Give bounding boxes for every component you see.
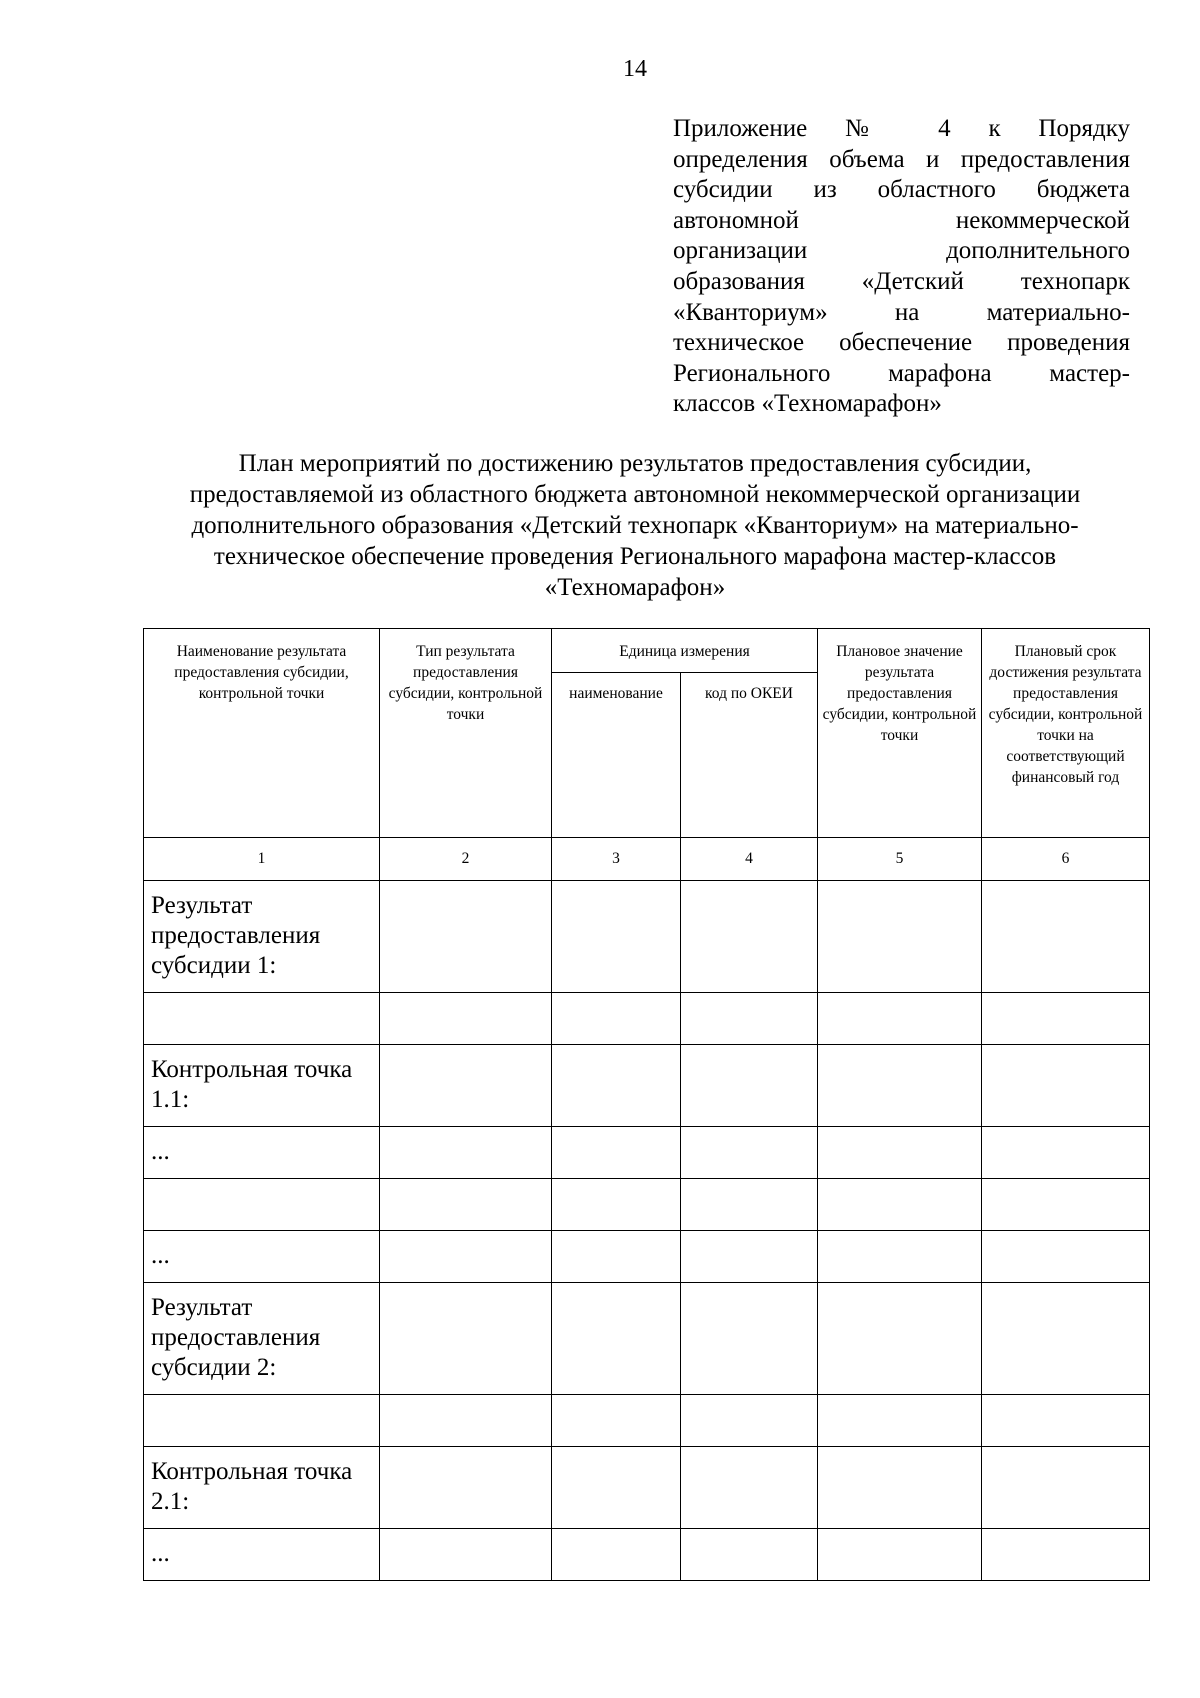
table-row	[144, 1045, 1150, 1127]
appendix-line: определения объема и предоставления	[673, 145, 1130, 173]
row-label: Контрольная точка 2.1:	[144, 1447, 380, 1529]
appendix-note	[673, 114, 1130, 420]
header-result-name: Наименование результата предоставления субсидии, контрольной точки	[144, 629, 380, 838]
appendix-line: субсидии из областного бюджета	[673, 176, 1130, 204]
appendix-line: «Кванториум» на материально-	[673, 298, 1130, 326]
row-label: Результат предоставления субсидии 2:	[144, 1283, 380, 1395]
title-line: «Техномарафон»	[544, 574, 726, 601]
title-line: техническое обеспечение проведения Регионального марафона мастер-классов	[213, 543, 1057, 570]
header-planned-value: Плановое значение результата предоставления субсидии, контрольной точки	[818, 629, 982, 838]
column-number: 4	[681, 838, 818, 881]
title-line: План мероприятий по достижению результатов предоставления субсидии,	[238, 450, 1032, 477]
table-row	[144, 1231, 1150, 1283]
table-row	[144, 1447, 1150, 1529]
appendix-line: автономной некоммерческой	[673, 206, 1130, 234]
row-label: ...	[144, 1231, 380, 1283]
header-planned-date: Плановый срок достижения результата предоставления субсидии, контрольной точки на соответствующий финансовый год	[982, 629, 1150, 838]
table-row	[144, 1529, 1150, 1581]
row-label: Результат предоставления субсидии 1:	[144, 881, 380, 993]
appendix-line: образования «Детский технопарк	[673, 267, 1130, 295]
row-label: ...	[144, 1529, 380, 1581]
page-number: 14	[623, 56, 647, 82]
table-row	[144, 1283, 1150, 1395]
header-unit-code: код по ОКЕИ	[681, 673, 818, 838]
row-label	[144, 1395, 380, 1447]
appendix-line: техническое обеспечение проведения	[673, 329, 1130, 357]
column-number: 5	[818, 838, 982, 881]
title-line: предоставляемой из областного бюджета автономной некоммерческой организации	[189, 481, 1081, 508]
appendix-line: Приложение № 4 к Порядку	[673, 115, 1130, 142]
header-unit-name: наименование	[552, 673, 681, 838]
title-line: дополнительного образования «Детский технопарк «Кванториум» на материально-	[191, 512, 1079, 539]
plan-table	[143, 628, 1150, 1581]
column-number: 2	[380, 838, 552, 881]
row-label	[144, 1179, 380, 1231]
row-label: Контрольная точка 1.1:	[144, 1045, 380, 1127]
table-row	[144, 1395, 1150, 1447]
row-label	[144, 993, 380, 1045]
appendix-line: классов «Техномарафон»	[673, 390, 942, 418]
column-number: 3	[552, 838, 681, 881]
row-label: ...	[144, 1127, 380, 1179]
header-unit: Единица измерения	[552, 629, 818, 673]
appendix-line: Регионального марафона мастер-	[673, 359, 1130, 387]
header-result-type: Тип результата предоставления субсидии, контрольной точки	[380, 629, 552, 838]
column-number: 1	[144, 838, 380, 881]
column-number: 6	[982, 838, 1150, 881]
table-row	[144, 1127, 1150, 1179]
table-row	[144, 881, 1150, 993]
appendix-line: организации дополнительного	[673, 237, 1130, 265]
plan-title	[130, 448, 1140, 603]
table-row	[144, 1179, 1150, 1231]
table-row	[144, 993, 1150, 1045]
